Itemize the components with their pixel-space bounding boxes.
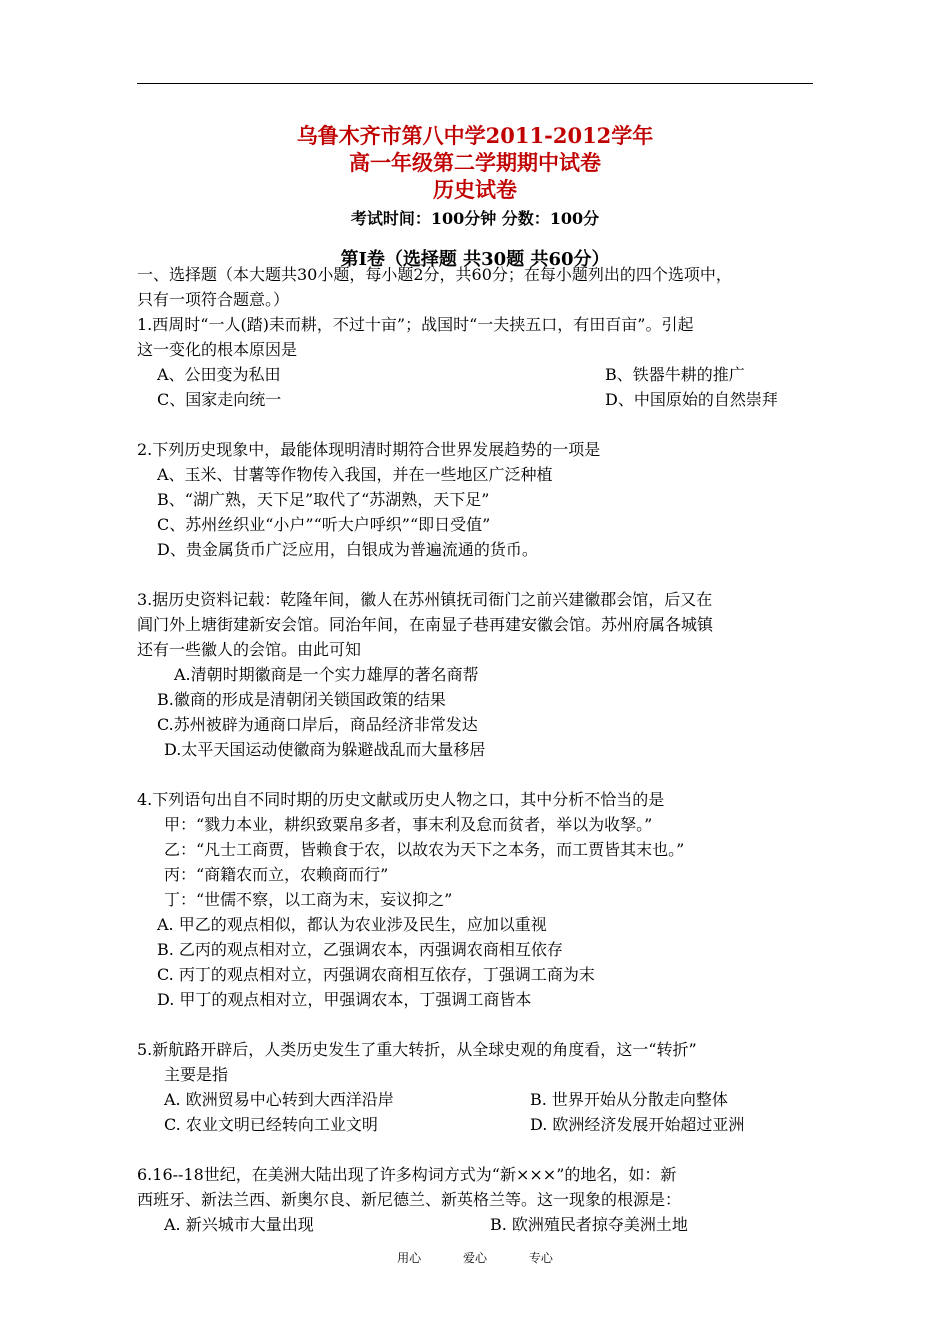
quote-jia: 甲：“戮力本业，耕织致粟帛多者，事末利及怠而贫者，举以为收孥。”	[164, 815, 653, 834]
option-b: B、铁器牛耕的推广	[605, 365, 745, 384]
option-row	[137, 1087, 817, 1112]
instructions-line: 只有一项符合题意。）	[137, 290, 290, 309]
option-row	[137, 362, 817, 387]
option-b: B.徽商的形成是清朝闭关锁国政策的结果	[157, 690, 446, 709]
exam-header	[0, 122, 950, 273]
question-2	[137, 437, 817, 562]
instructions-line: 一、选择题（本大题共30小题，每小题2分，共60分；在每小题列出的四个选项中，	[137, 265, 732, 284]
question-stem: 5.新航路开辟后，人类历史发生了重大转折，从全球史观的角度看，这一“转折”	[137, 1040, 697, 1059]
question-3	[137, 587, 817, 762]
school-title: 乌鲁木齐市第八中学2011-2012学年	[296, 123, 654, 148]
question-stem: 4.下列语句出自不同时期的历史文献或历史人物之口，其中分析不恰当的是	[137, 790, 665, 809]
option-b: B. 世界开始从分散走向整体	[530, 1090, 728, 1109]
question-1	[137, 312, 817, 412]
question-stem: 西班牙、新法兰西、新奥尔良、新尼德兰、新英格兰等。这一现象的根源是：	[137, 1190, 682, 1209]
question-stem: 6.16--18世纪，在美洲大陆出现了许多构词方式为“新×××”的地名，如：新	[137, 1165, 677, 1184]
question-stem: 2.下列历史现象中，最能体现明清时期符合世界发展趋势的一项是	[137, 440, 601, 459]
option-c: C.苏州被辟为通商口岸后，商品经济非常发达	[157, 715, 478, 734]
option-c: C、国家走向统一	[157, 390, 282, 409]
question-4	[137, 787, 817, 1012]
header-rule	[137, 83, 813, 84]
option-d: D、中国原始的自然崇拜	[605, 390, 778, 409]
section-title: 第Ⅰ卷（选择题 共30题 共60分）	[340, 249, 610, 270]
option-a: A. 欧洲贸易中心转到大西洋沿岸	[164, 1090, 394, 1109]
option-a: A. 新兴城市大量出现	[164, 1215, 314, 1234]
question-stem: 还有一些徽人的会馆。由此可知	[137, 640, 362, 659]
question-stem: 阊门外上塘街建新安会馆。同治年间，在南显子巷再建安徽会馆。苏州府属各城镇	[137, 615, 714, 634]
quote-yi: 乙：“凡士工商贾，皆赖食于农，以故农为天下之本务，而工贾皆其末也。”	[164, 840, 685, 859]
footer-word: 用心	[397, 1251, 422, 1265]
option-b: B. 乙丙的观点相对立，乙强调农本，丙强调农商相互依存	[157, 940, 563, 959]
footer-word: 爱心	[462, 1251, 487, 1265]
option-b: B、“湖广熟，天下足”取代了“苏湖熟，天下足”	[157, 490, 490, 509]
option-a: A. 甲乙的观点相似，都认为农业涉及民生，应加以重视	[157, 915, 547, 934]
option-c: C. 农业文明已经转向工业文明	[164, 1115, 378, 1134]
option-row	[137, 387, 817, 412]
grade-title: 高一年级第二学期期中试卷	[349, 150, 601, 175]
quote-bing: 丙：“商籍农而立，农赖商而行”	[164, 865, 389, 884]
option-a: A.清朝时期徽商是一个实力雄厚的著名商帮	[174, 665, 479, 684]
option-c: C、苏州丝织业“小户”“听大户呼织”“即日受值”	[157, 515, 491, 534]
question-5	[137, 1037, 817, 1137]
option-row	[137, 1212, 817, 1237]
question-stem: 这一变化的根本原因是	[137, 340, 298, 359]
option-d: D. 甲丁的观点相对立，甲强调农本，丁强调工商皆本	[157, 990, 532, 1009]
footer-word: 专心	[528, 1251, 553, 1265]
subject-title: 历史试卷	[433, 177, 517, 202]
question-stem: 1.西周时“一人(踏)耒而耕，不过十亩”；战国时“一夫挟五口，有田百亩”。引起	[137, 315, 694, 334]
exam-body	[137, 262, 817, 1237]
option-row	[137, 1112, 817, 1137]
option-a: A、玉米、甘薯等作物传入我国，并在一些地区广泛种植	[157, 465, 553, 484]
option-d: D、贵金属货币广泛应用，白银成为普遍流通的货币。	[157, 540, 538, 559]
option-d: D.太平天国运动使徽商为躲避战乱而大量移居	[164, 740, 486, 759]
option-d: D. 欧洲经济发展开始超过亚洲	[530, 1115, 745, 1134]
question-6	[137, 1162, 817, 1237]
option-c: C. 丙丁的观点相对立，丙强调农商相互依存，丁强调工商为末	[157, 965, 595, 984]
question-stem: 主要是指	[164, 1065, 229, 1084]
quote-ding: 丁：“世儒不察，以工商为末，妄议抑之”	[164, 890, 453, 909]
exam-info: 考试时间：100分钟 分数：100分	[350, 209, 600, 228]
page-footer	[0, 1249, 950, 1266]
question-stem: 3.据历史资料记载：乾隆年间，徽人在苏州镇抚司衙门之前兴建徽郡会馆，后又在	[137, 590, 713, 609]
option-b: B. 欧洲殖民者掠夺美洲土地	[490, 1215, 688, 1234]
option-a: A、公田变为私田	[157, 365, 281, 384]
